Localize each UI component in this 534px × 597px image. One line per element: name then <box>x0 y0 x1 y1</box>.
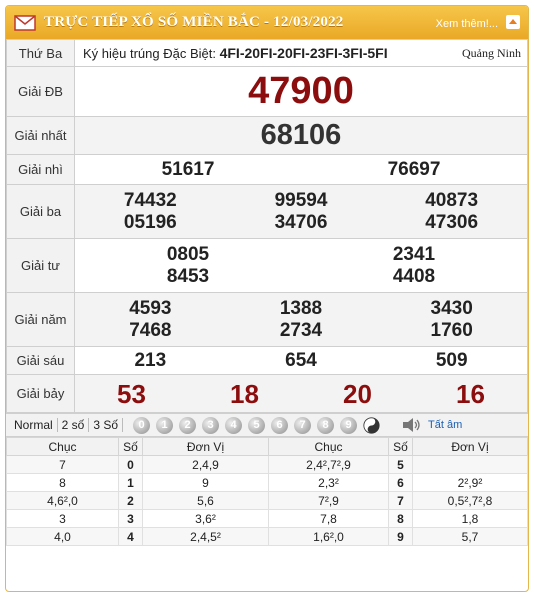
prize-nam-number: 1760 <box>430 319 473 341</box>
yin-yang-icon[interactable] <box>363 417 380 434</box>
table-row <box>7 492 528 510</box>
prize-bay-number: 20 <box>343 378 372 409</box>
loto-digit: 3 <box>119 510 143 528</box>
table-row <box>7 474 528 492</box>
loto-cell: 7,8 <box>269 510 389 528</box>
prize-ba-number: 40873 <box>425 189 479 211</box>
loto-digit: 4 <box>119 528 143 546</box>
prize-sau-number: 213 <box>134 349 167 371</box>
special-code-label: Ký hiệu trúng Đặc Biệt: <box>83 46 216 61</box>
digit-button[interactable]: 1 <box>156 417 173 434</box>
prize-db-number: 47900 <box>75 67 528 117</box>
digit-button[interactable]: 5 <box>248 417 265 434</box>
option-2-digits[interactable]: 2 số <box>58 418 90 432</box>
prize-tu-number: 2341 <box>392 243 436 265</box>
prize-nam-number: 4593 <box>129 297 172 319</box>
results-table <box>6 39 528 413</box>
prize-tu-number: 8453 <box>166 265 210 287</box>
mail-icon <box>14 15 36 31</box>
digit-button[interactable]: 4 <box>225 417 242 434</box>
prize-sau-number: 654 <box>285 349 317 371</box>
loto-cell: 2,3² <box>269 474 389 492</box>
digit-filter <box>133 417 380 434</box>
prize-bay-number: 16 <box>456 378 485 409</box>
loto-digit: 2 <box>119 492 143 510</box>
loto-cell: 8 <box>7 474 119 492</box>
prize-nhat-number: 68106 <box>75 117 528 155</box>
prize-ba-number: 05196 <box>123 211 177 233</box>
loto-header: Số <box>119 438 143 456</box>
loto-header: Chục <box>7 438 119 456</box>
digit-button[interactable]: 7 <box>294 417 311 434</box>
loto-digit: 7 <box>389 492 413 510</box>
prize-label-ba: Giải ba <box>7 185 75 239</box>
prize-nam-number: 1388 <box>279 297 323 319</box>
loto-header: Đơn Vị <box>413 438 528 456</box>
loto-cell: 4,0 <box>7 528 119 546</box>
special-codes: 4FI-20FI-20FI-23FI-3FI-5FI <box>219 45 388 61</box>
loto-cell: 4,6²,0 <box>7 492 119 510</box>
province-name: Quảng Ninh <box>462 46 521 60</box>
prize-nam-number: 7468 <box>129 319 172 341</box>
special-code-cell <box>75 40 528 67</box>
loto-cell: 2,4,5² <box>143 528 269 546</box>
table-row <box>7 510 528 528</box>
loto-digit: 6 <box>389 474 413 492</box>
option-normal[interactable]: Normal <box>6 418 58 432</box>
loto-cell: 1,8 <box>413 510 528 528</box>
digit-button[interactable]: 0 <box>133 417 150 434</box>
digit-button[interactable]: 6 <box>271 417 288 434</box>
prize-nam-number: 3430 <box>430 297 473 319</box>
loto-cell: 0,5²,7²,8 <box>413 492 528 510</box>
prize-nhi-number: 76697 <box>387 158 441 180</box>
table-row <box>7 528 528 546</box>
prize-label-sau: Giải sáu <box>7 347 75 375</box>
digit-button[interactable]: 8 <box>317 417 334 434</box>
loto-digit: 5 <box>389 456 413 474</box>
table-row <box>7 456 528 474</box>
speaker-icon[interactable] <box>402 418 422 432</box>
loto-cell: 3 <box>7 510 119 528</box>
prize-label-bay: Giải bảy <box>7 375 75 413</box>
display-controls <box>6 413 528 437</box>
digit-button[interactable]: 3 <box>202 417 219 434</box>
loto-cell: 7 <box>7 456 119 474</box>
loto-header: Số <box>389 438 413 456</box>
prize-label-db: Giải ĐB <box>7 67 75 117</box>
results-widget <box>5 5 529 592</box>
loto-cell: 9 <box>143 474 269 492</box>
prize-nhi-number: 51617 <box>161 158 215 180</box>
loto-cell: 5,7 <box>413 528 528 546</box>
header-bar <box>6 6 528 39</box>
see-more-link[interactable]: Xem thêm!... <box>435 18 498 30</box>
digit-button[interactable]: 2 <box>179 417 196 434</box>
loto-digit: 9 <box>389 528 413 546</box>
loto-cell: 3,6² <box>143 510 269 528</box>
loto-digit: 1 <box>119 474 143 492</box>
arrow-up-icon[interactable] <box>506 15 520 29</box>
prize-tu-number: 0805 <box>166 243 210 265</box>
loto-cell: 2,4,9 <box>143 456 269 474</box>
loto-header: Chục <box>269 438 389 456</box>
loto-cell: 7²,9 <box>269 492 389 510</box>
loto-cell: 2²,9² <box>413 474 528 492</box>
loto-cell: 2,4²,7²,9 <box>269 456 389 474</box>
prize-tu-number: 4408 <box>392 265 436 287</box>
prize-label-nam: Giải năm <box>7 293 75 347</box>
prize-label-tu: Giải tư <box>7 239 75 293</box>
digit-button[interactable]: 9 <box>340 417 357 434</box>
prize-bay-number: 53 <box>117 378 146 409</box>
mute-all-link[interactable]: Tất âm <box>428 419 463 431</box>
loto-cell: 1,6²,0 <box>269 528 389 546</box>
prize-ba-number: 34706 <box>274 211 328 233</box>
loto-digit: 8 <box>389 510 413 528</box>
loto-header: Đơn Vị <box>143 438 269 456</box>
prize-ba-number: 99594 <box>274 189 328 211</box>
option-3-digits[interactable]: 3 Số <box>89 418 123 432</box>
loto-digit: 0 <box>119 456 143 474</box>
prize-ba-number: 47306 <box>425 211 479 233</box>
loto-table <box>6 437 528 546</box>
prize-label-nhat: Giải nhất <box>7 117 75 155</box>
day-label: Thứ Ba <box>7 40 75 67</box>
loto-cell: 5,6 <box>143 492 269 510</box>
prize-label-nhi: Giải nhì <box>7 155 75 185</box>
prize-ba-number: 74432 <box>123 189 177 211</box>
page-title: TRỰC TIẾP XỔ SỐ MIỀN BẮC - 12/03/2022 <box>44 14 344 30</box>
prize-bay-number: 18 <box>230 378 259 409</box>
loto-cell <box>413 456 528 474</box>
prize-nam-number: 2734 <box>279 319 323 341</box>
prize-sau-number: 509 <box>435 349 468 371</box>
